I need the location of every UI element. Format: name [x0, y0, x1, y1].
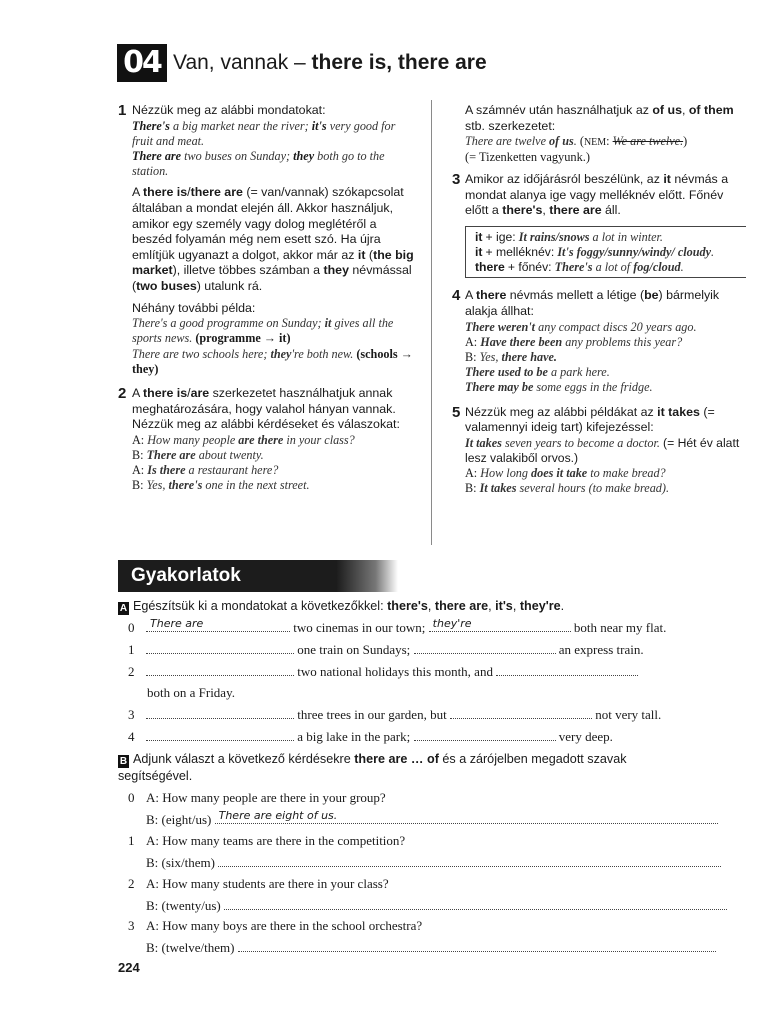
example-line: There weren't any compact discs 20 years ago. — [465, 319, 697, 334]
answer-blank[interactable] — [414, 728, 556, 741]
section-4-explanation: A there névmás mellett a létige (be) bármelyik alakja állhat: — [465, 288, 720, 318]
exercise-a-item: 2 two national holidays this month, and — [128, 663, 638, 680]
example-line: A: Have there been any problems this year? — [465, 334, 683, 349]
section-3 — [452, 172, 746, 278]
section-1-intro: Nézzük meg az alábbi mondatokat: — [132, 103, 326, 117]
answer-blank[interactable] — [414, 641, 556, 654]
weather-box — [465, 226, 746, 279]
exercise-b-answer: B: (twelve/them) — [146, 939, 716, 956]
section-5-explanation: Nézzük meg az alábbi példákat az it takes (= valamennyi ideig tart) kifejezéssel: — [465, 404, 715, 435]
exercise-a-item: 1 one train on Sundays; an express train. — [128, 642, 644, 657]
of-us-explanation: A számnév után használhatjuk az of us, of them stb. szerkezetet: — [465, 103, 734, 133]
exercise-a-item-continuation: both on a Friday. — [147, 685, 235, 700]
dialogue-line: A: Is there a restaurant here? — [132, 463, 279, 478]
section-number: 1 — [118, 102, 127, 119]
section-1-explanation: A there is/there are (= van/vannak) szókapcsolat általában a mondat elején áll. Akkor használjuk, amikor egy személy vagy dolog meglétéről a beszéd folyamán még nem esett szó. Ha újra említjük ugyanazt a dolgot, akkor már az it (the big market), illetve többes számban a they névmással (two buses) utalunk rá. — [132, 185, 414, 293]
dialogue-line: B: There are about twenty. — [132, 447, 264, 462]
exercise-a-item: 3 three trees in our garden, but not very tall. — [128, 707, 662, 722]
column-divider — [431, 100, 432, 545]
exercise-b-question: 2 A: How many students are there in your class? — [128, 876, 389, 891]
exercise-a-item: 4 a big lake in the park; very deep. — [128, 729, 613, 744]
example-line: B: Yes, there have. — [465, 349, 557, 364]
exercise-b-letter: B — [119, 756, 128, 767]
answer-blank[interactable]: There are — [146, 619, 290, 632]
section-4 — [452, 288, 746, 395]
answer-blank[interactable] — [496, 663, 638, 676]
exercise-b-instruction: B Adjunk választ a következő kérdésekre there are … of és a zárójelben megadott szavak segítségével. — [118, 752, 627, 783]
example-line: It takes seven years to become a doctor. (= Hét év alatt lesz valakiből orvos.) — [465, 435, 740, 465]
more-example-2: There are two schools here; they're both new. (schools → they) — [132, 346, 413, 376]
weather-rule-2: it + melléknév: It's foggy/sunny/windy/ cloudy. — [475, 244, 715, 259]
exercise-b-question: 0 A: How many people are there in your group? — [128, 790, 386, 805]
exercise-b-question: 3 A: How many boys are there in the school orchestra? — [128, 918, 423, 933]
answer-blank[interactable] — [146, 641, 294, 654]
answer-blank[interactable] — [238, 939, 716, 952]
example-line: A: How long does it take to make bread? — [465, 466, 666, 481]
title-english: there is, there are — [311, 51, 487, 74]
answer-blank[interactable]: they're — [429, 619, 571, 632]
answer-blank[interactable] — [224, 897, 727, 910]
right-column — [452, 103, 746, 497]
more-examples-label: Néhány további példa: — [132, 300, 256, 315]
of-us-translation: (= Tizenketten vagyunk.) — [465, 150, 591, 165]
weather-rule-3: there + főnév: There's a lot of fog/cloud. — [475, 260, 684, 275]
section-number: 4 — [452, 287, 461, 305]
section-number: 2 — [118, 384, 127, 402]
section-number: 3 — [452, 170, 461, 188]
title-hungarian: Van, vannak – — [173, 51, 312, 74]
example-line: B: It takes several hours (to make bread). — [465, 481, 670, 496]
exercise-a-letter: A — [119, 603, 128, 614]
weather-rule-1: it + ige: It rains/snows a lot in winter. — [475, 229, 663, 244]
unit-number-badge: 04 — [117, 44, 167, 82]
section-2 — [118, 386, 414, 494]
example-line: There may be some eggs in the fridge. — [465, 380, 653, 395]
exercises-title: Gyakorlatok — [131, 565, 241, 586]
page-number: 224 — [118, 960, 140, 975]
answer-blank[interactable] — [218, 854, 721, 867]
answer-blank[interactable] — [146, 706, 294, 719]
exercise-b-answer: B: (eight/us) There are eight of us. — [146, 811, 718, 828]
exercise-b-question: 1 A: How many teams are there in the competition? — [128, 833, 406, 848]
exercise-a-instruction: A Egészítsük ki a mondatokat a következőkkel: there's, there are, it's, they're. — [119, 599, 565, 614]
section-2-explanation: A there is/are szerkezetet használhatjuk annak meghatározására, hogy valahol hányan vannak. Nézzük meg az alábbi kérdéseket és válaszokat: — [132, 385, 400, 432]
answer-blank[interactable] — [146, 663, 294, 676]
answer-blank[interactable] — [450, 706, 592, 719]
more-example-1: There's a good programme on Sunday; it gives all the sports news. (programme → it) — [132, 316, 394, 346]
of-us-example: There are twelve of us. (NEM: We are twelve.) — [465, 134, 688, 149]
page-title — [173, 50, 487, 76]
section-number: 5 — [452, 403, 461, 421]
dialogue-line: B: Yes, there's one in the next street. — [132, 478, 310, 493]
of-us-note — [452, 103, 746, 166]
section-5 — [452, 405, 746, 497]
example-line: There used to be a park here. — [465, 365, 610, 380]
example-2: There are two buses on Sunday; they both go to the station. — [132, 149, 385, 179]
section-1 — [118, 103, 414, 377]
exercise-b-answer: B: (twenty/us) — [146, 897, 727, 914]
exercise-b-answer: B: (six/them) — [146, 854, 721, 871]
answer-blank[interactable] — [146, 728, 294, 741]
example-1: There's a big market near the river; it's very good for fruit and meat. — [132, 118, 396, 148]
dialogue-line: A: How many people are there in your class? — [132, 432, 355, 447]
answer-blank[interactable]: There are eight of us. — [215, 811, 718, 824]
left-column — [118, 103, 414, 494]
section-3-explanation: Amikor az időjárásról beszélünk, az it névmás a mondat alanya ige vagy melléknév előtt. Főnév előtt a there's, there are áll. — [465, 171, 729, 218]
exercise-a-item: 0 There are two cinemas in our town; they're both near my flat. — [128, 617, 667, 635]
